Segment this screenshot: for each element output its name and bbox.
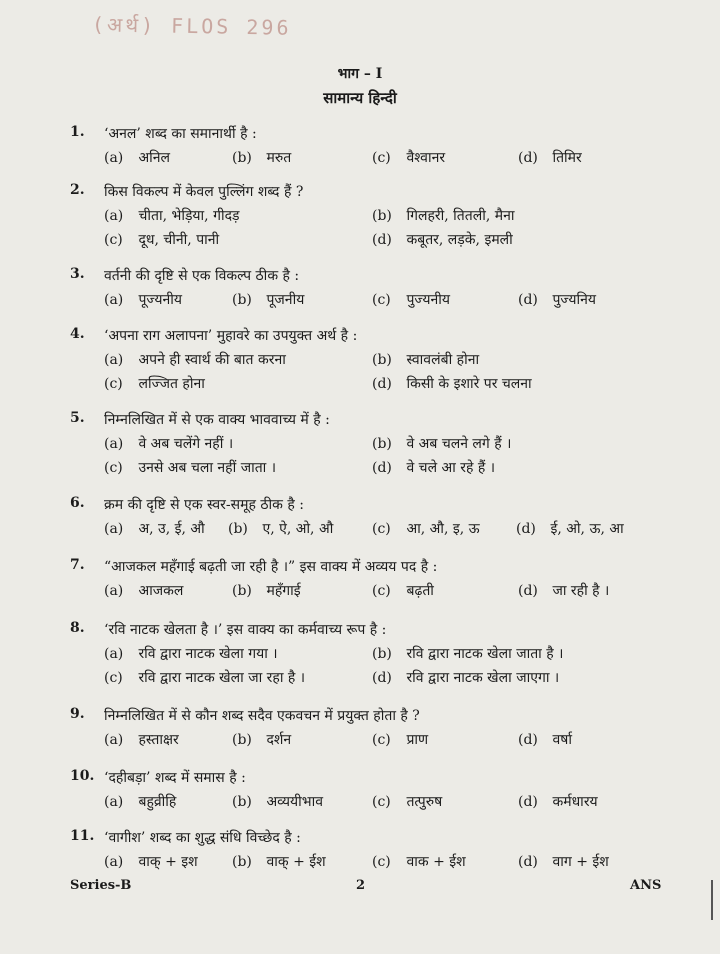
option-b: [372, 206, 515, 225]
question-number: 4.: [70, 326, 85, 342]
option-c: [104, 374, 205, 393]
option-text: वे अब चलने लगे हैं ।: [406, 436, 512, 452]
option-d: [518, 290, 596, 309]
question-text: “आजकल महँगाई बढ़ती जा रही है ।” इस वाक्य में अव्यय पद है :: [104, 559, 438, 575]
option-label: (a): [104, 583, 124, 599]
option-label: (a): [104, 732, 124, 748]
option-text: वैश्वानर: [406, 150, 446, 166]
footer-page-number: 2: [356, 878, 366, 893]
option-b: [372, 434, 511, 453]
option-text: आ, औ, इ, ऊ: [406, 521, 480, 537]
option-c: [372, 290, 450, 309]
option-b: [372, 350, 479, 369]
question-number: 9.: [70, 706, 85, 722]
handwritten-note: (अर्थ) FLOS 296: [91, 12, 292, 40]
option-label: (b): [232, 583, 252, 599]
option-text: रवि द्वारा नाटक खेला गया ।: [138, 646, 278, 662]
question-text: निम्नलिखित में से एक वाक्य भाववाच्य में है :: [104, 412, 330, 428]
option-text: वाक् + इश: [138, 854, 198, 870]
question-number: 3.: [70, 266, 85, 282]
option-text: पूजनीय: [266, 292, 305, 308]
option-label: (d): [518, 150, 538, 166]
option-text: तत्पुरुष: [406, 794, 443, 810]
option-text: दूध, चीनी, पानी: [138, 232, 220, 248]
option-d: [372, 668, 559, 687]
option-b: [232, 730, 291, 749]
option-text: पूज्यनीय: [138, 292, 183, 308]
option-b: [232, 581, 301, 600]
option-text: गिलहरी, तितली, मैना: [406, 208, 515, 224]
option-label: (d): [518, 292, 538, 308]
question-number: 8.: [70, 620, 85, 636]
footer-series: Series-B: [70, 878, 132, 893]
question-text: क्रम की दृष्टि से एक स्वर-समूह ठीक है :: [104, 497, 304, 513]
part-heading: भाग – I: [337, 66, 383, 82]
option-label: (a): [104, 352, 124, 368]
option-text: वे चले आ रहे हैं ।: [406, 460, 496, 476]
option-text: अ, उ, ई, औ: [138, 521, 205, 537]
option-label: (c): [372, 521, 391, 537]
option-b: [232, 148, 291, 167]
option-a: [104, 350, 286, 369]
option-a: [104, 644, 278, 663]
option-label: (c): [104, 232, 123, 248]
subject-heading: सामान्य हिन्दी: [323, 89, 397, 107]
option-label: (d): [372, 670, 392, 686]
option-c: [372, 581, 434, 600]
option-d: [518, 792, 598, 811]
option-label: (b): [372, 352, 392, 368]
option-label: (d): [518, 794, 538, 810]
option-text: वाक + ईश: [406, 854, 466, 870]
option-label: (a): [104, 292, 124, 308]
option-label: (c): [104, 670, 123, 686]
question-number: 5.: [70, 410, 85, 426]
option-c: [372, 730, 428, 749]
question-number: 11.: [70, 828, 95, 844]
option-d: [518, 730, 572, 749]
footer-code: ANS: [630, 878, 662, 893]
question-text: ‘वागीश’ शब्द का शुद्ध संधि विच्छेद है :: [104, 830, 301, 846]
option-b: [232, 852, 326, 871]
option-text: हस्ताक्षर: [138, 732, 179, 748]
option-text: अनिल: [138, 150, 171, 166]
option-text: प्राण: [406, 732, 429, 748]
option-d: [518, 852, 609, 871]
option-text: वाक् + ईश: [266, 854, 326, 870]
option-text: महँगाई: [266, 583, 301, 599]
option-label: (a): [104, 854, 124, 870]
option-b: [228, 519, 333, 538]
option-label: (b): [232, 732, 252, 748]
option-text: मरुत: [266, 150, 292, 166]
option-c: [104, 458, 276, 477]
option-a: [104, 792, 176, 811]
option-text: कबूतर, लड़के, इमली: [406, 232, 513, 248]
option-text: तिमिर: [552, 150, 582, 166]
option-text: स्वावलंबी होना: [406, 352, 480, 368]
option-text: चीता, भेड़िया, गीदड़: [138, 208, 240, 224]
question-number: 7.: [70, 557, 85, 573]
option-label: (b): [232, 854, 252, 870]
option-text: लज्जित होना: [138, 376, 205, 392]
option-text: रवि द्वारा नाटक खेला जा रहा है ।: [138, 670, 306, 686]
option-label: (a): [104, 150, 124, 166]
option-a: [104, 519, 205, 538]
option-text: उनसे अब चला नहीं जाता ।: [138, 460, 277, 476]
option-label: (b): [372, 436, 392, 452]
option-label: (a): [104, 208, 124, 224]
option-label: (c): [372, 150, 391, 166]
option-label: (c): [372, 854, 391, 870]
question-text: ‘अपना राग अलापना’ मुहावरे का उपयुक्त अर्थ है :: [104, 328, 358, 344]
option-label: (b): [232, 150, 252, 166]
option-text: किसी के इशारे पर चलना: [406, 376, 532, 392]
option-label: (c): [372, 583, 391, 599]
option-text: बहुव्रीहि: [138, 794, 177, 810]
option-b: [232, 290, 304, 309]
question-number: 10.: [70, 768, 95, 784]
option-label: (b): [372, 208, 392, 224]
option-text: कर्मधारय: [552, 794, 598, 810]
question-number: 1.: [70, 124, 85, 140]
option-text: पुज्यनीय: [406, 292, 451, 308]
option-d: [372, 374, 532, 393]
option-text: आजकल: [138, 583, 184, 599]
option-c: [104, 668, 305, 687]
option-label: (d): [516, 521, 536, 537]
question-text: वर्तनी की दृष्टि से एक विकल्प ठीक है :: [104, 268, 300, 284]
option-d: [516, 519, 624, 538]
question-text: किस विकल्प में केवल पुल्लिंग शब्द हैं ?: [104, 184, 304, 200]
option-text: रवि द्वारा नाटक खेला जाएगा ।: [406, 670, 560, 686]
option-text: रवि द्वारा नाटक खेला जाता है ।: [406, 646, 564, 662]
option-label: (d): [372, 232, 392, 248]
option-label: (a): [104, 794, 124, 810]
option-label: (c): [104, 460, 123, 476]
question-number: 6.: [70, 495, 85, 511]
option-label: (d): [518, 732, 538, 748]
option-label: (d): [518, 583, 538, 599]
option-label: (a): [104, 436, 124, 452]
option-d: [372, 230, 513, 249]
option-label: (a): [104, 646, 124, 662]
option-d: [372, 458, 495, 477]
option-a: [104, 434, 233, 453]
option-label: (b): [372, 646, 392, 662]
option-text: बढ़ती: [406, 583, 434, 599]
option-label: (c): [372, 292, 391, 308]
option-c: [372, 148, 445, 167]
option-b: [372, 644, 563, 663]
option-label: (c): [372, 732, 391, 748]
option-label: (c): [104, 376, 123, 392]
option-label: (d): [372, 460, 392, 476]
question: [0, 326, 720, 398]
question: [0, 620, 720, 692]
option-text: ए, ऐ, ओ, औ: [262, 521, 334, 537]
question-number: 2.: [70, 182, 85, 198]
option-d: [518, 581, 609, 600]
option-text: पुज्यनिय: [552, 292, 597, 308]
option-text: जा रही है ।: [552, 583, 610, 599]
option-label: (d): [518, 854, 538, 870]
option-a: [104, 290, 182, 309]
option-label: (b): [232, 794, 252, 810]
option-label: (b): [228, 521, 248, 537]
option-c: [372, 852, 466, 871]
option-a: [104, 206, 240, 225]
option-d: [518, 148, 582, 167]
question: [0, 410, 720, 482]
question: [0, 182, 720, 254]
option-a: [104, 148, 170, 167]
question-text: ‘अनल’ शब्द का समानार्थी है :: [104, 126, 257, 142]
option-text: दर्शन: [266, 732, 292, 748]
option-text: अपने ही स्वार्थ की बात करना: [138, 352, 286, 368]
question-text: ‘दहीबड़ा’ शब्द में समास है :: [104, 770, 246, 786]
option-text: वे अब चलेंगे नहीं ।: [138, 436, 234, 452]
option-label: (a): [104, 521, 124, 537]
question-text: ‘रवि नाटक खेलता है ।’ इस वाक्य का कर्मवाच्य रूप है :: [104, 622, 387, 638]
margin-binding-mark: [711, 880, 713, 920]
option-label: (c): [372, 794, 391, 810]
option-text: ई, ओ, ऊ, आ: [550, 521, 624, 537]
option-c: [104, 230, 219, 249]
question-text: निम्नलिखित में से कौन शब्द सदैव एकवचन में प्रयुक्त होता है ?: [104, 708, 420, 724]
option-a: [104, 581, 183, 600]
option-a: [104, 730, 179, 749]
question: [0, 557, 720, 629]
option-b: [232, 792, 323, 811]
option-text: वर्षा: [552, 732, 572, 748]
option-a: [104, 852, 198, 871]
option-text: वाग + ईश: [552, 854, 609, 870]
option-text: अव्ययीभाव: [266, 794, 324, 810]
option-c: [372, 792, 442, 811]
option-c: [372, 519, 480, 538]
option-label: (b): [232, 292, 252, 308]
option-label: (d): [372, 376, 392, 392]
